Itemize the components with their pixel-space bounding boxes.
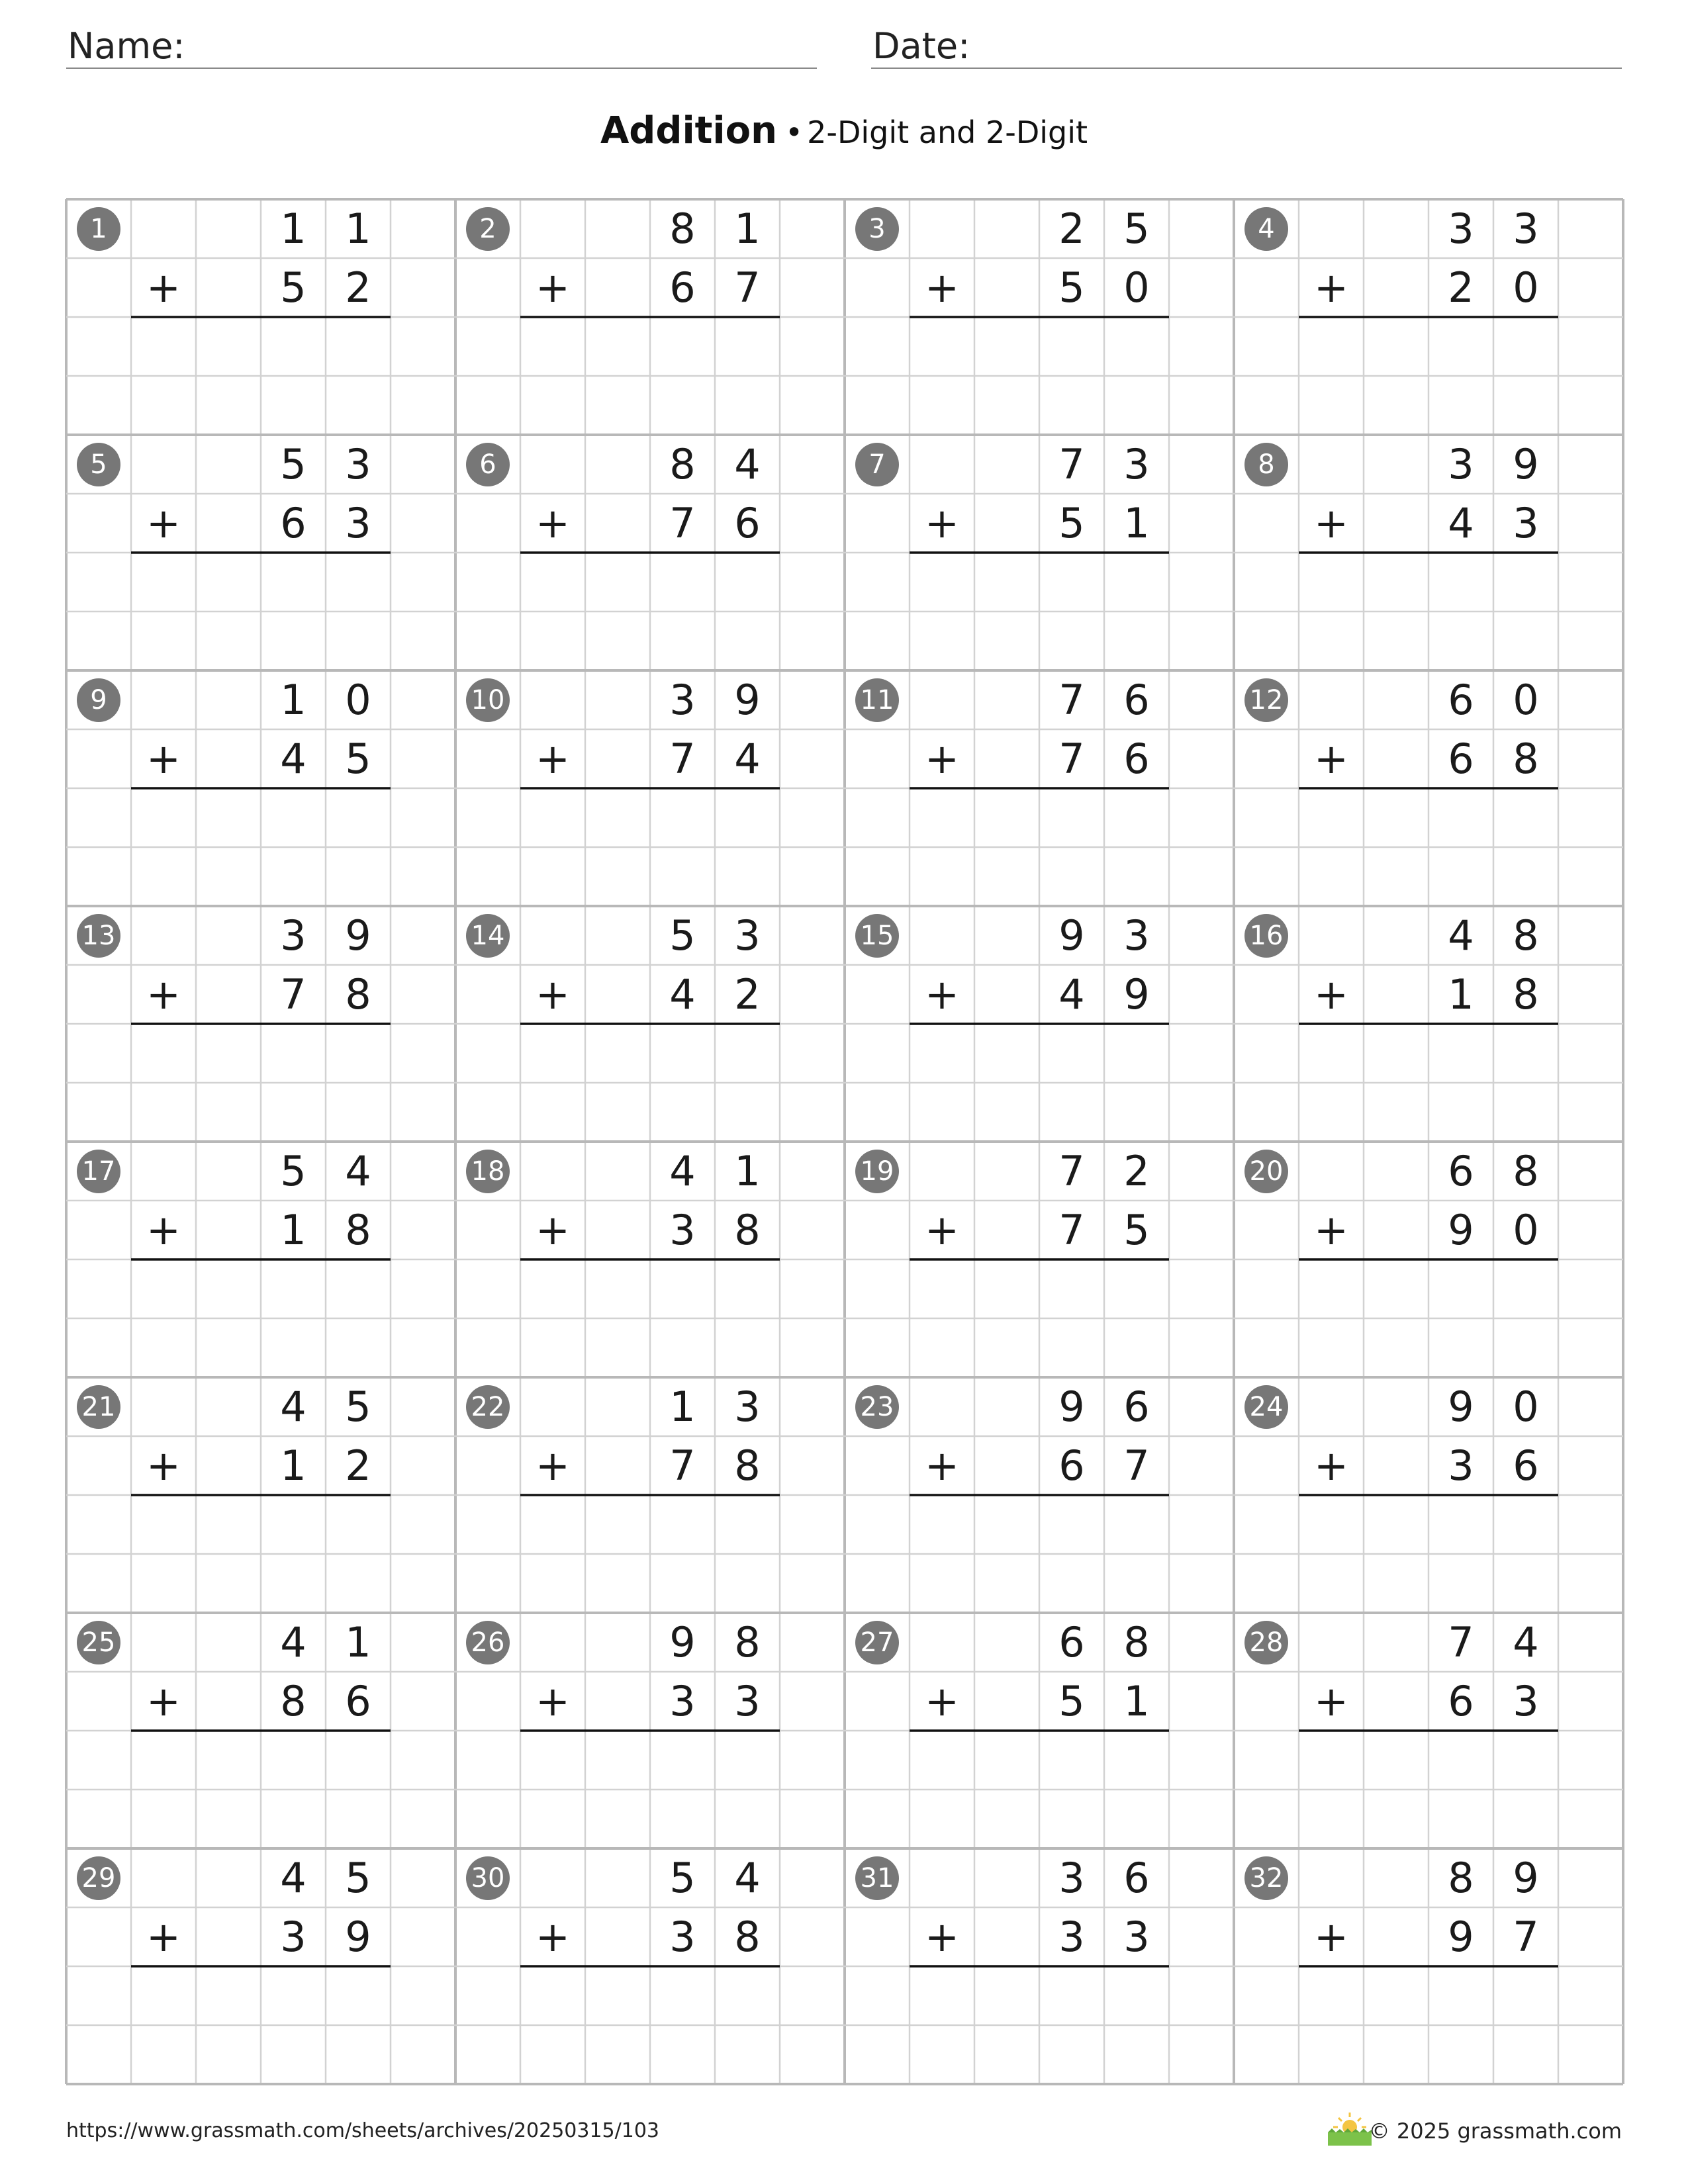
bottom-digit: 6 (1123, 735, 1150, 783)
bottom-digit: 0 (1123, 263, 1150, 312)
bottom-digit: 3 (1058, 1913, 1085, 1961)
plus-sign: + (146, 263, 181, 312)
problem-number-badge: 30 (466, 1856, 510, 1900)
top-digit: 4 (280, 1854, 306, 1902)
bottom-digit: 6 (669, 263, 696, 312)
bottom-digit: 2 (345, 1441, 371, 1490)
top-digit: 4 (280, 1618, 306, 1666)
plus-sign: + (536, 735, 570, 783)
top-digit: 5 (1123, 205, 1150, 253)
bottom-digit: 4 (669, 970, 696, 1019)
bottom-digit: 1 (1448, 970, 1474, 1019)
bottom-digit: 5 (1123, 1206, 1150, 1254)
bottom-digit: 7 (1123, 1441, 1150, 1490)
bottom-digit: 3 (280, 1913, 306, 1961)
plus-sign: + (146, 970, 181, 1019)
problem-number-badge: 23 (855, 1385, 899, 1429)
bottom-digit: 6 (1058, 1441, 1085, 1490)
top-digit: 4 (1513, 1618, 1539, 1666)
bottom-digit: 3 (345, 499, 371, 547)
plus-sign: + (146, 1206, 181, 1254)
bottom-digit: 5 (280, 263, 306, 312)
plus-sign: + (925, 735, 959, 783)
top-digit: 7 (1058, 440, 1085, 488)
bottom-digit: 1 (1123, 1677, 1150, 1725)
bottom-digit: 4 (1058, 970, 1085, 1019)
top-digit: 4 (734, 440, 761, 488)
bottom-digit: 3 (1448, 1441, 1474, 1490)
problem-number-badge: 9 (77, 678, 120, 722)
top-digit: 3 (1448, 440, 1474, 488)
problem-number-badge: 17 (77, 1150, 120, 1193)
bottom-digit: 3 (1513, 1677, 1539, 1725)
plus-sign: + (536, 1206, 570, 1254)
top-digit: 9 (1448, 1383, 1474, 1431)
top-digit: 3 (734, 1383, 761, 1431)
plus-sign: + (1314, 263, 1348, 312)
bottom-digit: 4 (734, 735, 761, 783)
bottom-digit: 8 (734, 1441, 761, 1490)
bottom-digit: 8 (345, 1206, 371, 1254)
top-digit: 2 (1123, 1147, 1150, 1195)
problem-number-badge: 22 (466, 1385, 510, 1429)
top-digit: 1 (345, 1618, 371, 1666)
bottom-digit: 3 (1123, 1913, 1150, 1961)
plus-sign: + (146, 1677, 181, 1725)
top-digit: 9 (1058, 1383, 1085, 1431)
plus-sign: + (146, 735, 181, 783)
problem-number-badge: 10 (466, 678, 510, 722)
problem-number-badge: 13 (77, 914, 120, 958)
top-digit: 5 (345, 1854, 371, 1902)
bottom-digit: 2 (734, 970, 761, 1019)
bottom-digit: 6 (280, 499, 306, 547)
plus-sign: + (925, 1441, 959, 1490)
problem-number-badge: 32 (1244, 1856, 1288, 1900)
problem-number-badge: 31 (855, 1856, 899, 1900)
bottom-digit: 3 (1513, 499, 1539, 547)
problem-number-badge: 14 (466, 914, 510, 958)
grass-sun-icon (1327, 2111, 1373, 2147)
top-digit: 4 (734, 1854, 761, 1902)
top-digit: 6 (1123, 1854, 1150, 1902)
plus-sign: + (536, 263, 570, 312)
top-digit: 8 (1123, 1618, 1150, 1666)
bottom-digit: 7 (1058, 1206, 1085, 1254)
top-digit: 8 (1513, 1147, 1539, 1195)
top-digit: 3 (1448, 205, 1474, 253)
top-digit: 5 (345, 1383, 371, 1431)
bottom-digit: 0 (1513, 263, 1539, 312)
bottom-digit: 7 (734, 263, 761, 312)
top-digit: 6 (1448, 676, 1474, 724)
plus-sign: + (536, 1441, 570, 1490)
plus-sign: + (146, 499, 181, 547)
problem-number-badge: 8 (1244, 443, 1288, 486)
bottom-digit: 1 (280, 1441, 306, 1490)
problem-number-badge: 24 (1244, 1385, 1288, 1429)
top-digit: 6 (1448, 1147, 1474, 1195)
top-digit: 3 (734, 911, 761, 960)
bottom-digit: 7 (669, 499, 696, 547)
bottom-digit: 3 (669, 1677, 696, 1725)
problem-number-badge: 26 (466, 1621, 510, 1664)
bottom-digit: 3 (669, 1913, 696, 1961)
title-main: Addition (600, 109, 777, 152)
bottom-digit: 9 (345, 1913, 371, 1961)
plus-sign: + (536, 1677, 570, 1725)
top-digit: 6 (1058, 1618, 1085, 1666)
problem-number-badge: 1 (77, 207, 120, 251)
top-digit: 1 (280, 205, 306, 253)
plus-sign: + (925, 263, 959, 312)
problem-number-badge: 27 (855, 1621, 899, 1664)
top-digit: 8 (669, 440, 696, 488)
top-digit: 8 (734, 1618, 761, 1666)
plus-sign: + (925, 970, 959, 1019)
bottom-digit: 7 (1513, 1913, 1539, 1961)
plus-sign: + (1314, 735, 1348, 783)
bottom-digit: 9 (1448, 1206, 1474, 1254)
bottom-digit: 9 (1123, 970, 1150, 1019)
plus-sign: + (1314, 1206, 1348, 1254)
bottom-digit: 5 (1058, 263, 1085, 312)
problem-number-badge: 28 (1244, 1621, 1288, 1664)
top-digit: 9 (1513, 1854, 1539, 1902)
plus-sign: + (1314, 499, 1348, 547)
plus-sign: + (536, 499, 570, 547)
top-digit: 7 (1058, 1147, 1085, 1195)
bottom-digit: 2 (345, 263, 371, 312)
problem-number-badge: 11 (855, 678, 899, 722)
problem-number-badge: 25 (77, 1621, 120, 1664)
top-digit: 7 (1058, 676, 1085, 724)
bottom-digit: 3 (734, 1677, 761, 1725)
plus-sign: + (925, 499, 959, 547)
problem-number-badge: 6 (466, 443, 510, 486)
top-digit: 3 (1123, 440, 1150, 488)
problem-number-badge: 18 (466, 1150, 510, 1193)
bottom-digit: 7 (1058, 735, 1085, 783)
bottom-digit: 5 (345, 735, 371, 783)
plus-sign: + (925, 1206, 959, 1254)
top-digit: 3 (1513, 205, 1539, 253)
plus-sign: + (1314, 1913, 1348, 1961)
footer-url: https://www.grassmath.com/sheets/archives/20250315/103 (66, 2119, 660, 2142)
problem-number-badge: 19 (855, 1150, 899, 1193)
bottom-digit: 7 (669, 1441, 696, 1490)
top-digit: 1 (734, 1147, 761, 1195)
top-digit: 0 (1513, 1383, 1539, 1431)
top-digit: 0 (1513, 676, 1539, 724)
problem-number-badge: 16 (1244, 914, 1288, 958)
top-digit: 0 (345, 676, 371, 724)
bottom-digit: 8 (1513, 735, 1539, 783)
plus-sign: + (1314, 970, 1348, 1019)
plus-sign: + (536, 1913, 570, 1961)
top-digit: 9 (345, 911, 371, 960)
bottom-digit: 7 (280, 970, 306, 1019)
top-digit: 4 (280, 1383, 306, 1431)
bottom-digit: 2 (1448, 263, 1474, 312)
top-digit: 3 (1058, 1854, 1085, 1902)
top-digit: 1 (669, 1383, 696, 1431)
top-digit: 9 (669, 1618, 696, 1666)
top-digit: 3 (1123, 911, 1150, 960)
problem-number-badge: 4 (1244, 207, 1288, 251)
top-digit: 8 (669, 205, 696, 253)
title-subtitle: 2-Digit and 2-Digit (807, 114, 1088, 150)
bottom-digit: 6 (734, 499, 761, 547)
top-digit: 9 (1513, 440, 1539, 488)
bottom-digit: 5 (1058, 499, 1085, 547)
top-digit: 6 (1123, 1383, 1150, 1431)
top-digit: 6 (1123, 676, 1150, 724)
top-digit: 5 (669, 911, 696, 960)
problem-number-badge: 15 (855, 914, 899, 958)
bottom-digit: 8 (734, 1206, 761, 1254)
top-digit: 1 (345, 205, 371, 253)
top-digit: 3 (669, 676, 696, 724)
plus-sign: + (925, 1913, 959, 1961)
top-digit: 5 (280, 440, 306, 488)
plus-sign: + (146, 1913, 181, 1961)
plus-sign: + (536, 970, 570, 1019)
top-digit: 8 (1448, 1854, 1474, 1902)
top-digit: 1 (280, 676, 306, 724)
bottom-digit: 6 (1513, 1441, 1539, 1490)
bottom-digit: 9 (1448, 1913, 1474, 1961)
problem-number-badge: 5 (77, 443, 120, 486)
top-digit: 4 (345, 1147, 371, 1195)
bottom-digit: 4 (280, 735, 306, 783)
date-label: Date: (872, 25, 970, 67)
footer-copyright: © 2025 grassmath.com (1368, 2118, 1622, 2144)
bottom-digit: 6 (345, 1677, 371, 1725)
problem-number-badge: 29 (77, 1856, 120, 1900)
bottom-digit: 0 (1513, 1206, 1539, 1254)
bottom-digit: 6 (1448, 1677, 1474, 1725)
bottom-digit: 8 (1513, 970, 1539, 1019)
bottom-digit: 3 (669, 1206, 696, 1254)
name-label: Name: (68, 25, 185, 67)
problem-number-badge: 12 (1244, 678, 1288, 722)
top-digit: 9 (734, 676, 761, 724)
problem-number-badge: 2 (466, 207, 510, 251)
plus-sign: + (1314, 1677, 1348, 1725)
bottom-digit: 8 (345, 970, 371, 1019)
bottom-digit: 7 (669, 735, 696, 783)
bottom-digit: 8 (734, 1913, 761, 1961)
bottom-digit: 6 (1448, 735, 1474, 783)
top-digit: 7 (1448, 1618, 1474, 1666)
plus-sign: + (1314, 1441, 1348, 1490)
problem-number-badge: 21 (77, 1385, 120, 1429)
problem-number-badge: 20 (1244, 1150, 1288, 1193)
bottom-digit: 8 (280, 1677, 306, 1725)
top-digit: 3 (345, 440, 371, 488)
top-digit: 5 (280, 1147, 306, 1195)
bottom-digit: 5 (1058, 1677, 1085, 1725)
problem-number-badge: 7 (855, 443, 899, 486)
bottom-digit: 1 (280, 1206, 306, 1254)
title-separator: • (784, 114, 804, 150)
problem-number-badge: 3 (855, 207, 899, 251)
top-digit: 8 (1513, 911, 1539, 960)
bottom-digit: 1 (1123, 499, 1150, 547)
top-digit: 4 (1448, 911, 1474, 960)
top-digit: 1 (734, 205, 761, 253)
bottom-digit: 4 (1448, 499, 1474, 547)
top-digit: 4 (669, 1147, 696, 1195)
top-digit: 2 (1058, 205, 1085, 253)
plus-sign: + (925, 1677, 959, 1725)
top-digit: 3 (280, 911, 306, 960)
plus-sign: + (146, 1441, 181, 1490)
top-digit: 5 (669, 1854, 696, 1902)
top-digit: 9 (1058, 911, 1085, 960)
